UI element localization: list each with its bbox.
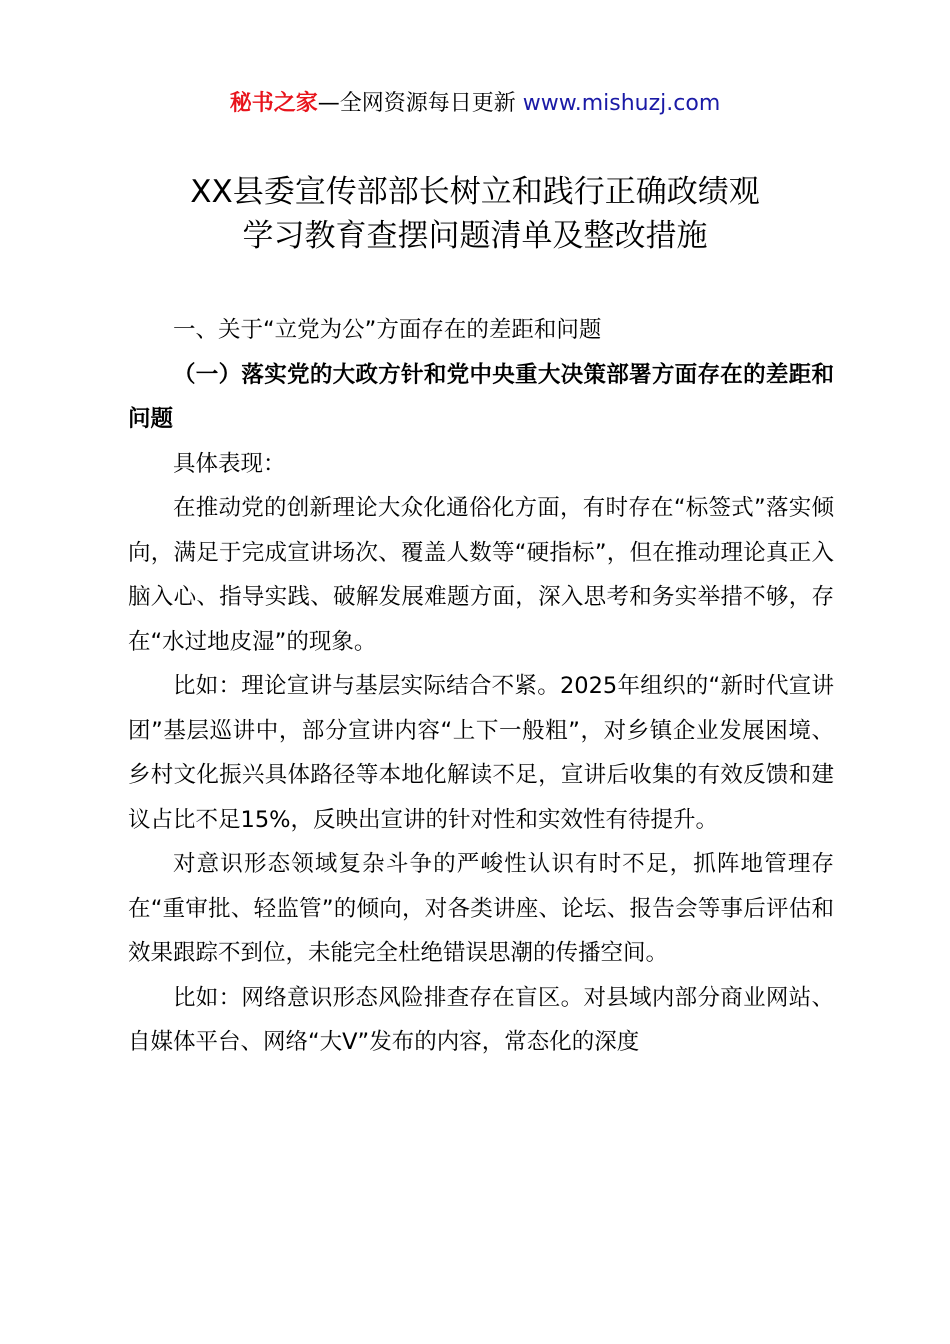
site-url-link[interactable]: www.mishuzj.com	[522, 91, 721, 116]
title-line-1: XX县委宣传部部长树立和践行正确政绩观	[190, 174, 760, 210]
body-paragraph: 比如：网络意识形态风险排查存在盲区。对县域内部分商业网站、自媒体平台、网络“大V”发布的内容，常态化的深度	[128, 984, 834, 1055]
site-tagline: —全网资源每日更新	[317, 91, 516, 116]
document-title	[0, 170, 950, 258]
body-paragraph: 比如：理论宣讲与基层实际结合不紧。2025年组织的“新时代宣讲团”基层巡讲中，部分宣讲内容“上下一般粗”，对乡镇企业发展困境、乡村文化振兴具体路径等本地化解读不足，宣讲后收集的有效反馈和建议占比不足15%，反映出宣讲的针对性和实效性有待提升。	[128, 673, 834, 833]
title-line-2: 学习教育查摆问题清单及整改措施	[242, 218, 708, 254]
document-body	[128, 308, 834, 1065]
subsection-heading: （一）落实党的大政方针和党中央重大决策部署方面存在的差距和问题	[128, 361, 834, 432]
site-header	[0, 88, 950, 120]
specific-label: 具体表现：	[173, 450, 286, 477]
body-paragraph: 对意识形态领域复杂斗争的严峻性认识有时不足，抓阵地管理存在“重审批、轻监管”的倾向，对各类讲座、论坛、报告会等事后评估和效果跟踪不到位，未能完全杜绝错误思潮的传播空间。	[128, 851, 834, 966]
site-brand: 秘书之家	[229, 91, 318, 116]
section-heading: 一、关于“立党为公”方面存在的差距和问题	[173, 317, 602, 343]
body-paragraph: 在推动党的创新理论大众化通俗化方面，有时存在“标签式”落实倾向，满足于完成宣讲场次、覆盖人数等“硬指标”，但在推动理论真正入脑入心、指导实践、破解发展难题方面，深入思考和务实举措不够，存在“水过地皮湿”的现象。	[128, 495, 834, 655]
